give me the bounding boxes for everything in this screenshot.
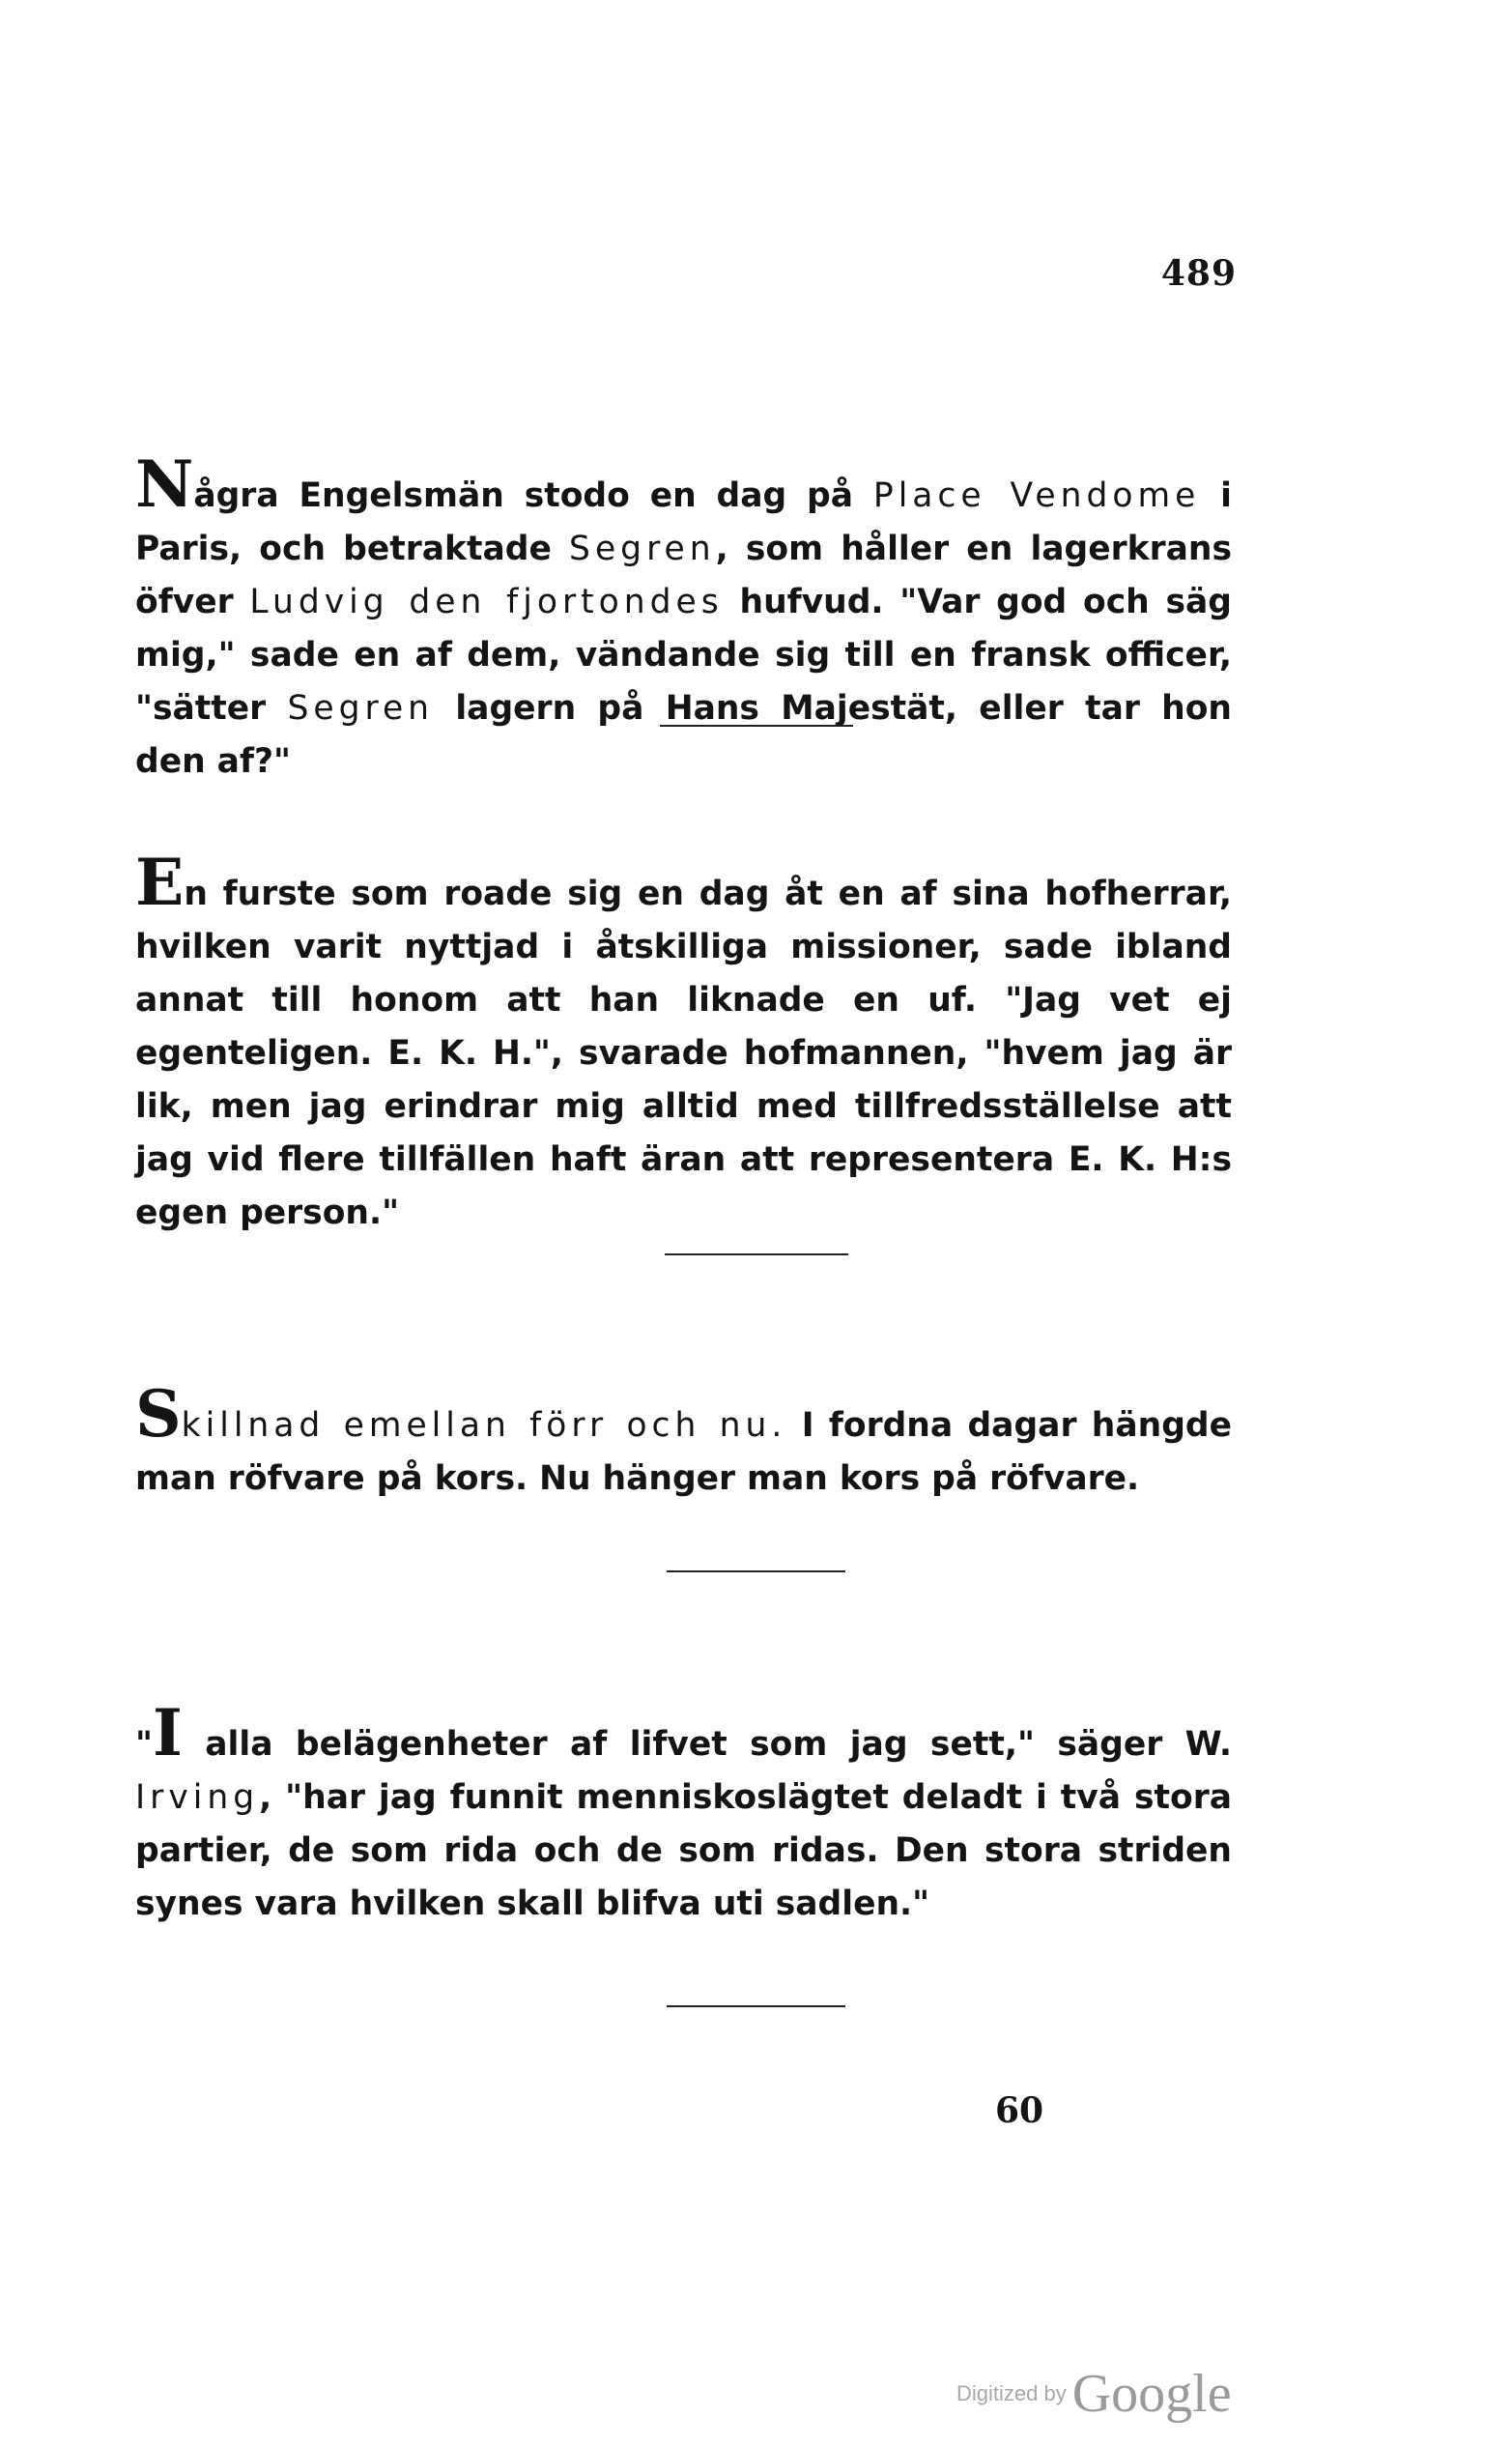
page-number: 489 (1160, 253, 1237, 294)
anecdote-2 (135, 845, 1232, 1240)
text-segment: alla belägenheter af lifvet som jag sett," säger W. (182, 1725, 1232, 1764)
text-segment: I fordna dagar hängde man röfvare på kors. Nu hänger man kors på röfvare. (135, 1406, 1232, 1498)
drop-initial: N (135, 446, 194, 522)
google-logo: Google (1071, 2364, 1232, 2424)
section-divider (667, 2005, 845, 2007)
anecdote-3 (135, 1376, 1232, 1506)
section-divider (667, 1570, 845, 1572)
text-segment: i Paris, och betraktade (135, 476, 1233, 568)
text-segment: n furste som roade sig en dag åt en af sina hofherrar, hvilken varit nyttjad i åtskilliga missioner, sade ibland annat till honom att han liknade en uf. "Jag vet ej egenteligen. E. K. H.", svarade hofmannen, "hvem jag är lik, men jag erindrar mig alltid med tillfredsställelse att jag vid flere tillfällen haft äran att representera E. K. H:s egen person." (135, 875, 1232, 1232)
text-segment: , "har jag funnit menniskoslägtet deladt i två stora partier, de som rida och de som ridas. Den stora striden synes vara hvilken skall blifva uti sadlen." (135, 1778, 1232, 1923)
digitized-watermark (956, 2363, 1232, 2425)
spaced-name: Segren (569, 530, 716, 568)
spaced-name: Irving (135, 1778, 260, 1817)
section-divider (665, 1253, 848, 1255)
watermark-prefix: Digitized by (956, 2381, 1067, 2405)
signature-number: 60 (995, 2090, 1044, 2131)
section-divider (660, 725, 853, 727)
spaced-name: Ludvig den fjortondes (249, 583, 724, 621)
text-segment: hufvud. "Var god och säg mig," sade en af dem, vändande sig till en fransk officer, "sätter (135, 583, 1232, 728)
drop-initial: I (152, 1695, 183, 1770)
drop-initial: S (135, 1376, 182, 1452)
text-segment: lagern på Hans Majestät, eller tar hon den af?" (135, 689, 1232, 781)
anecdote-4 (135, 1695, 1232, 1931)
drop-initial: E (135, 845, 185, 920)
spaced-heading: killnad emellan förr och nu. (181, 1406, 787, 1445)
open-quote: " (135, 1725, 153, 1764)
text-segment: , som håller en lagerkrans öfver (135, 530, 1232, 621)
spaced-name: Place Vendome (872, 476, 1201, 515)
text-segment: ågra Engelsmän stodo en dag på (193, 476, 873, 515)
anecdote-1 (135, 446, 1233, 789)
spaced-name: Segren (287, 689, 435, 728)
